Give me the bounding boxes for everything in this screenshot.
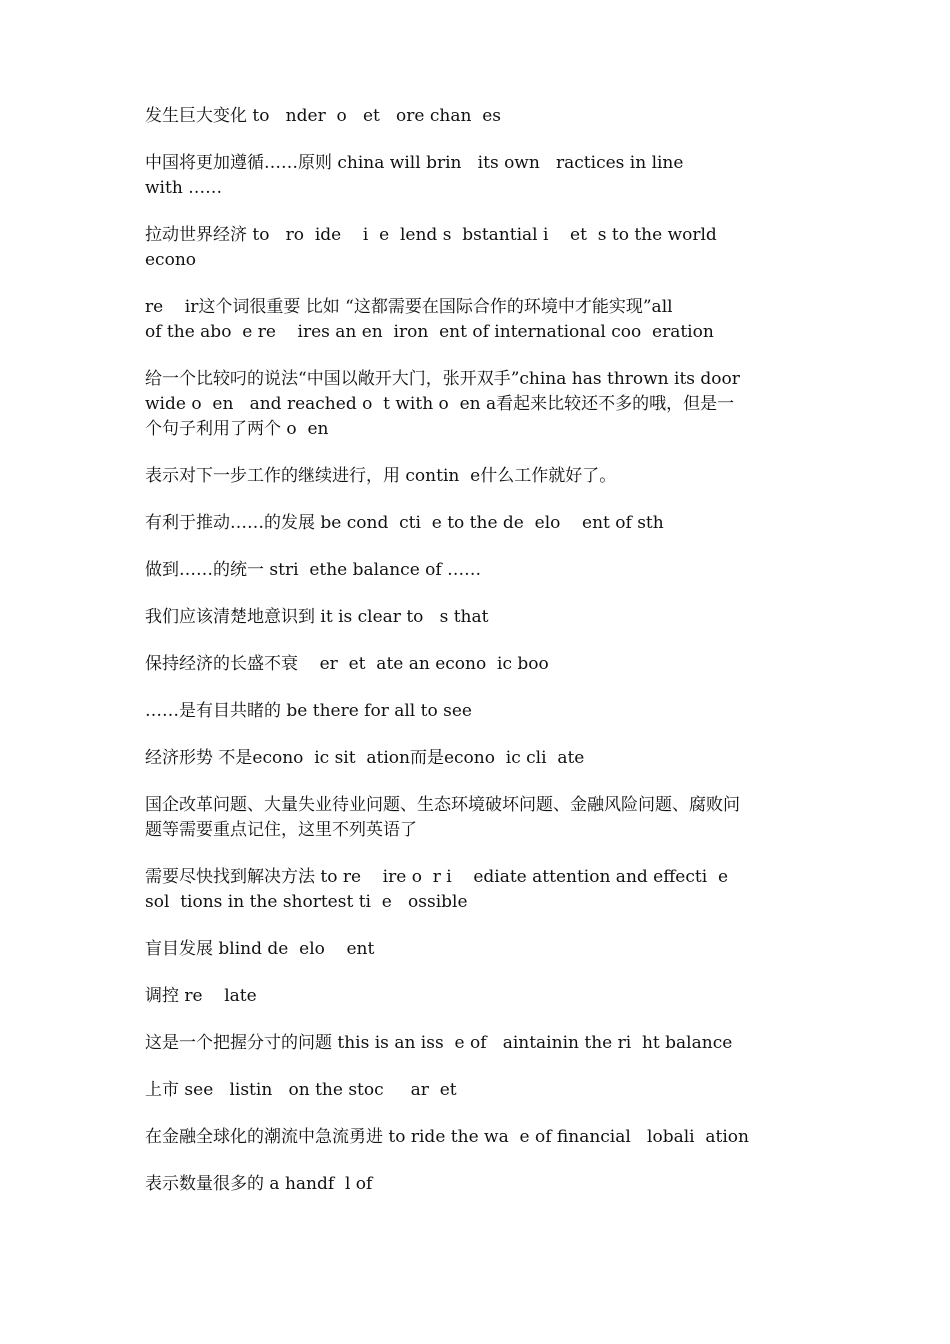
paragraph: [145, 605, 885, 630]
paragraph: [145, 793, 885, 843]
text-line: 在金融全球化的潮流中急流勇进 to ride the wa e of financial lobali ation: [145, 1127, 749, 1147]
paragraph: [145, 511, 885, 536]
text-line: 拉动世界经济 to ro ide i e lend s bstantial i et s to the world: [145, 225, 717, 245]
text-line: 国企改革问题、大量失业待业问题、生态环境破坏问题、金融风险问题、腐败问: [145, 795, 740, 815]
paragraph: [145, 865, 885, 915]
text-line: 这是一个把握分寸的问题 this is an iss e of aintainin the ri ht balance: [145, 1033, 733, 1053]
text-line: 调控 re late: [145, 986, 257, 1006]
text-line: sol tions in the shortest ti e ossible: [145, 892, 468, 912]
text-line: 上市 see listin on the stoc ar et: [145, 1080, 457, 1100]
text-line: econo: [145, 250, 196, 270]
text-line: of the abo e re ires an en iron ent of international coo eration: [145, 322, 714, 342]
text-line: 发生巨大变化 to nder o et ore chan es: [145, 106, 502, 126]
paragraph: [145, 1172, 885, 1197]
text-line: ……是有目共睹的 be there for all to see: [145, 701, 472, 721]
text-line: 需要尽快找到解决方法 to re ire o r i ediate attention and effecti e: [145, 867, 729, 887]
paragraph: [145, 1125, 885, 1150]
paragraph: [145, 151, 885, 201]
paragraph: [145, 558, 885, 583]
text-line: wide o en and reached o t with o en a看起来比较还不多的哦，但是一: [145, 394, 735, 414]
text-line: 表示数量很多的 a handf l of: [145, 1174, 373, 1194]
text-line: 表示对下一步工作的继续进行，用 contin e什么工作就好了。: [145, 466, 617, 486]
paragraph: [145, 937, 885, 962]
text-line: 题等需要重点记住，这里不列英语了: [145, 820, 417, 840]
text-line: 个句子利用了两个 o en: [145, 419, 329, 439]
text-line: 经济形势 不是econo ic sit ation而是econo ic cli ate: [145, 748, 585, 768]
paragraph: [145, 1031, 885, 1056]
text-line: 中国将更加遵循……原则 china will brin its own ractices in line: [145, 153, 684, 173]
paragraph: [145, 984, 885, 1009]
paragraph: [145, 746, 885, 771]
text-line: re ir这个词很重要 比如 “这都需要在国际合作的环境中才能实现”all: [145, 297, 673, 317]
text-line: 我们应该清楚地意识到 it is clear to s that: [145, 607, 489, 627]
paragraph: [145, 104, 885, 129]
text-line: 有利于推动……的发展 be cond cti e to the de elo ent of sth: [145, 513, 664, 533]
paragraph: [145, 1078, 885, 1103]
paragraph: [145, 699, 885, 724]
paragraph: [145, 652, 885, 677]
document-page: [145, 104, 885, 1219]
paragraph: [145, 295, 885, 345]
text-line: 给一个比较叼的说法“中国以敞开大门，张开双手”china has thrown its door: [145, 369, 740, 389]
paragraph: [145, 223, 885, 273]
text-line: with ……: [145, 178, 223, 198]
text-line: 保持经济的长盛不衰 er et ate an econo ic boo: [145, 654, 549, 674]
text-line: 做到……的统一 stri ethe balance of ……: [145, 560, 482, 580]
paragraph: [145, 464, 885, 489]
paragraph: [145, 367, 885, 442]
text-line: 盲目发展 blind de elo ent: [145, 939, 375, 959]
